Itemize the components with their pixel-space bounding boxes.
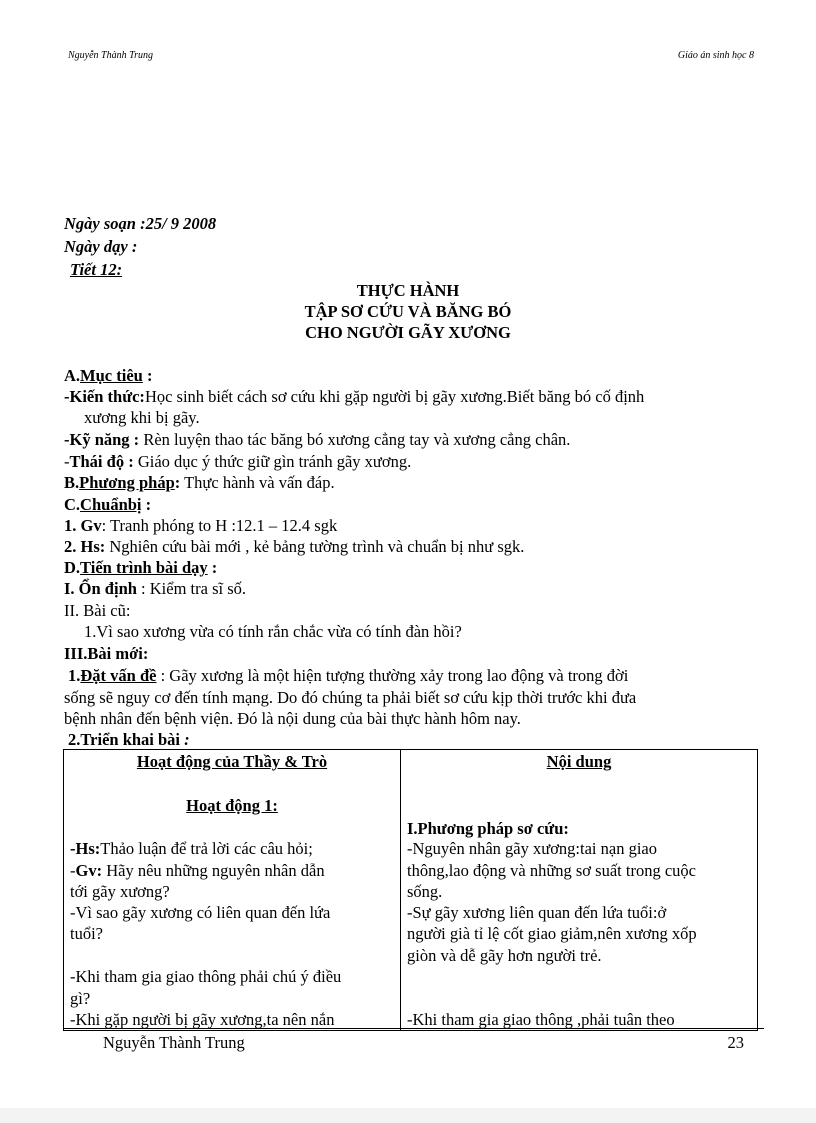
problem-statement-line-1: 1.Đặt vấn đề : Gãy xương là một hiện tượng thường xảy trong lao động và trong đời [68,666,629,685]
lesson-number: Tiết 12: [70,260,123,279]
section-d-heading: D.Tiến trình bài dạy : [64,558,218,577]
student-prep-line: 2. Hs: Nghiên cứu bài mới , kẻ bảng tường trình và chuẩn bị như sgk. [64,537,525,556]
footer-rule [64,1028,764,1029]
content-column [401,750,758,1031]
activity-line: tới gãy xương? [70,882,170,901]
activity-line: tuổi? [70,924,103,943]
section-c-heading: C.Chuẩnbị : [64,495,152,514]
table-row [64,750,758,1031]
date-prepared: Ngày soạn :25/ 9 2008 [64,214,217,233]
title-line-1: THỰC HÀNH [356,281,460,300]
content-line: -Sự gãy xương liên quan đến lứa tuổi:ở [407,903,667,922]
title-line-2: TẬP SƠ CỨU VÀ BĂNG BÓ [304,302,512,321]
content-line: giòn và dễ gãy hơn người trẻ. [407,946,602,965]
teacher-prep-line: 1. Gv: Tranh phóng to H :12.1 – 12.4 sgk [64,516,338,535]
old-lesson-heading: II. Bài cũ: [64,601,131,620]
section-a-heading: A.Mục tiêu : [64,366,153,385]
page-number: 23 [727,1033,744,1052]
lesson-development-heading: 2.Triển khai bài : [68,730,190,749]
title-line-3: CHO NGƯỜI GÃY XƯƠNG [305,323,511,342]
skills-line: -Kỹ năng : Rèn luyện thao tác băng bó xương cẳng tay và xương cẳng chân. [64,430,571,449]
old-lesson-question: 1.Vì sao xương vừa có tính rắn chắc vừa có tính đàn hồi? [84,622,462,641]
problem-statement-line-3: bệnh nhân đến bệnh viện. Đó là nội dung của bài thực hành hôm nay. [64,709,521,728]
first-aid-method-heading: I.Phương pháp sơ cứu: [407,819,569,838]
content-line: sống. [407,882,443,901]
stabilize-line: I. Ổn định : Kiểm tra sĩ số. [64,579,246,598]
date-taught: Ngày dạy : [64,237,138,256]
activity-line: -Khi tham gia giao thông phải chú ý điều [70,967,342,986]
content-line: -Khi tham gia giao thông ,phải tuân theo [407,1010,675,1029]
footer-author: Nguyễn Thành Trung [103,1033,245,1052]
running-header-subject: Giáo án sinh học 8 [677,50,754,61]
problem-statement-line-2: sống sẽ nguy cơ đến tính mạng. Do đó chúng ta phải biết sơ cứu kịp thời trước khi đưa [64,688,637,707]
activity-line: gì? [70,989,91,1008]
activities-column [64,750,401,1031]
knowledge-line-2: xương khi bị gãy. [84,408,200,427]
content-line: thông,lao động và những sơ suất trong cuộc [407,861,696,880]
knowledge-line: -Kiến thức:Học sinh biết cách sơ cứu khi gặp người bị gãy xương.Biết băng bó cố định [64,387,645,406]
content-line: người già tỉ lệ cốt giao giảm,nên xương xốp [407,924,697,943]
activity-line: -Vì sao gãy xương có liên quan đến lứa [70,903,331,922]
activities-column-header: Hoạt động của Thầy & Trò [136,752,328,771]
page-bottom-band [0,1108,816,1123]
section-b-line: B.Phương pháp: Thực hành và vấn đáp. [64,473,335,492]
activity-1-heading: Hoạt động 1: [186,796,278,815]
content-column-header: Nội dung [546,752,612,771]
activity-table [63,749,758,1031]
activity-line: -Khi gặp người bị gãy xương,ta nên nắn [70,1010,335,1029]
attitude-line: -Thái độ : Giáo dục ý thức giữ gìn tránh gãy xương. [64,452,412,471]
new-lesson-heading: III.Bài mới: [64,644,149,663]
running-header-author: Nguyễn Thành Trung [68,50,154,61]
activity-line: -Hs:Thảo luận để trả lời các câu hỏi; [70,839,313,858]
activity-line: -Gv: Hãy nêu những nguyên nhân dẫn [70,861,325,880]
content-line: -Nguyên nhân gãy xương:tai nạn giao [407,839,657,858]
